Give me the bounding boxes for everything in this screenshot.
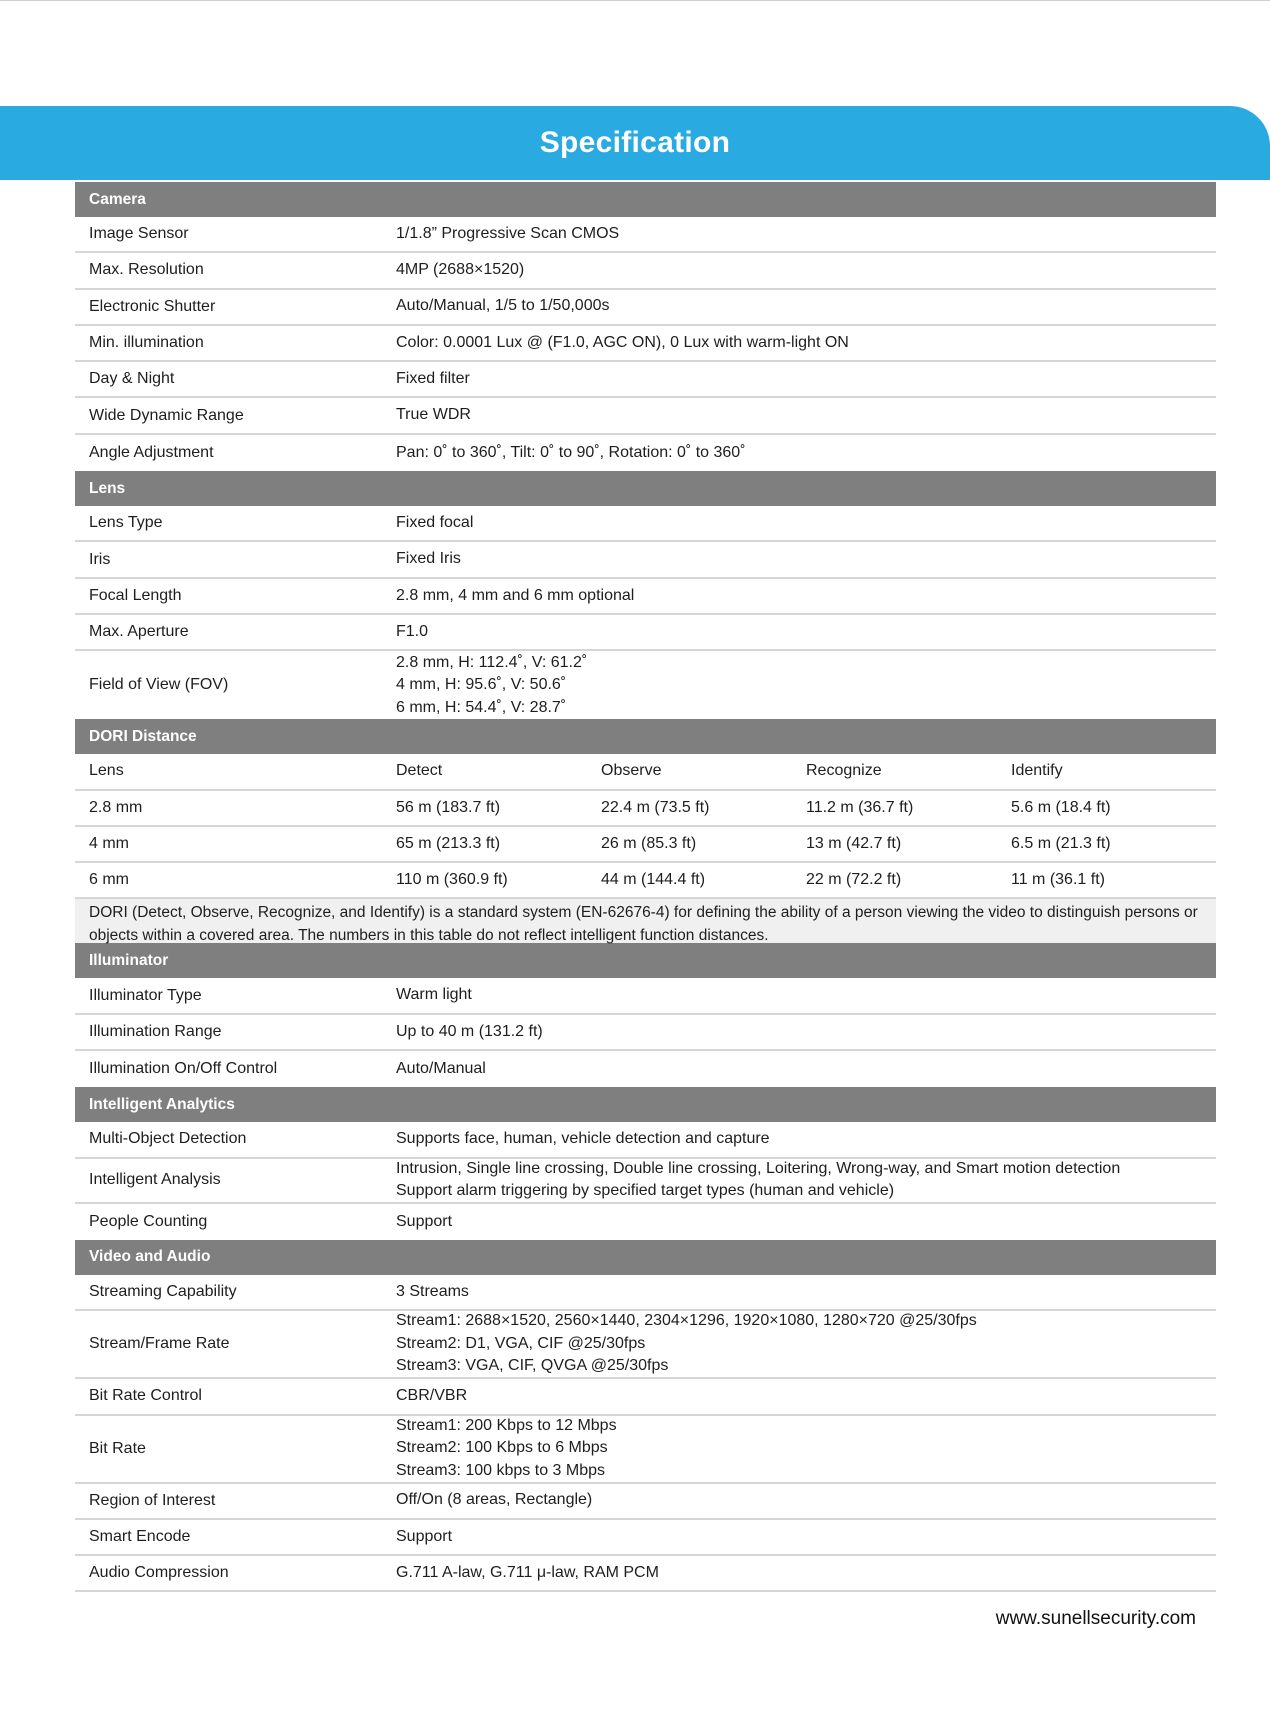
spec-label: Region of Interest [89, 1491, 216, 1509]
dori-header-cell: Observe [601, 762, 662, 780]
spec-label: Focal Length [89, 586, 182, 604]
spec-label: Min. illumination [89, 334, 204, 352]
dori-cell: 65 m (213.3 ft) [396, 835, 501, 852]
spec-row [75, 1015, 1216, 1051]
dori-cell: 2.8 mm [89, 798, 143, 816]
spec-row [75, 651, 1216, 719]
spec-value [396, 652, 1216, 720]
spec-value: 4MP (2688×1520) [396, 261, 525, 279]
dori-cell: 44 m (144.4 ft) [601, 871, 706, 889]
spec-label: Illumination On/Off Control [89, 1060, 278, 1078]
spec-label: Angle Adjustment [89, 443, 214, 461]
section-header-illuminator: Illuminator [75, 943, 1216, 978]
spec-label: Multi-Object Detection [89, 1130, 247, 1148]
spec-value: CBR/VBR [396, 1387, 468, 1405]
spec-label: Smart Encode [89, 1527, 191, 1545]
value-line: Stream1: 2688×1520, 2560×1440, 2304×1296, 1920×1080, 1280×720 @25/30fps [396, 1312, 977, 1330]
spec-row [75, 1122, 1216, 1158]
spec-row [75, 435, 1216, 471]
spec-row [75, 542, 1216, 578]
value-line: 4 mm, H: 95.6˚, V: 50.6˚ [396, 676, 567, 694]
spec-value [396, 1310, 1216, 1378]
dori-cell: 56 m (183.7 ft) [396, 798, 501, 816]
spec-label: Bit Rate Control [89, 1387, 202, 1405]
spec-label: Day & Night [89, 370, 175, 388]
spec-label: Stream/Frame Rate [89, 1335, 230, 1353]
spec-label: Illuminator Type [89, 986, 202, 1004]
spec-row [75, 1556, 1216, 1592]
spec-row [75, 615, 1216, 651]
spec-label: Illumination Range [89, 1022, 222, 1040]
spec-label: Iris [89, 550, 111, 568]
spec-label: Max. Aperture [89, 623, 189, 641]
section-header-video: Video and Audio [75, 1240, 1216, 1275]
spec-row [75, 290, 1216, 326]
spec-label: Field of View (FOV) [89, 676, 229, 694]
dori-cell: 11.2 m (36.7 ft) [806, 798, 914, 816]
spec-value: F1.0 [396, 622, 429, 640]
spec-value: Up to 40 m (131.2 ft) [396, 1022, 543, 1040]
spec-value: True WDR [396, 406, 471, 424]
spec-value: Fixed focal [396, 513, 474, 531]
dori-note: DORI (Detect, Observe, Recognize, and Identify) is a standard system (EN-62676-4) for defining the ability of a person viewing the video to distinguish persons or objects within a covered area. The numbers in this table do not reflect intelligent function distances. [75, 899, 1216, 943]
spec-value: Off/On (8 areas, Rectangle) [396, 1491, 593, 1509]
value-line: Intrusion, Single line crossing, Double line crossing, Loitering, Wrong-way, and Smart motion detection [396, 1159, 1121, 1177]
value-line: 2.8 mm, H: 112.4˚, V: 61.2˚ [396, 653, 588, 671]
spec-row [75, 253, 1216, 289]
dori-cell: 22 m (72.2 ft) [806, 871, 902, 889]
spec-label: Wide Dynamic Range [89, 406, 244, 424]
spec-value: Support [396, 1527, 453, 1545]
spec-row [75, 1416, 1216, 1484]
spec-label: People Counting [89, 1212, 208, 1230]
spec-value: Fixed filter [396, 370, 470, 388]
spec-value: 2.8 mm, 4 mm and 6 mm optional [396, 586, 635, 604]
dori-cell: 11 m (36.1 ft) [1011, 871, 1105, 889]
spec-value: Auto/Manual, 1/5 to 1/50,000s [396, 297, 610, 315]
spec-row [75, 506, 1216, 542]
dori-cell: 4 mm [89, 835, 129, 852]
value-line: Stream3: 100 kbps to 3 Mbps [396, 1461, 605, 1479]
dori-cell: 6.5 m (21.3 ft) [1011, 835, 1111, 852]
spec-row [75, 326, 1216, 362]
value-line: Support alarm triggering by specified target types (human and vehicle) [396, 1182, 895, 1200]
dori-row [75, 827, 1216, 863]
spec-row [75, 1379, 1216, 1415]
spec-row [75, 978, 1216, 1014]
page-title: Specification [539, 126, 731, 159]
dori-cell: 6 mm [89, 871, 129, 889]
dori-header-cell: Lens [89, 762, 124, 780]
spec-value: Color: 0.0001 Lux @ (F1.0, AGC ON), 0 Lux with warm-light ON [396, 333, 849, 351]
dori-header-cell: Recognize [806, 762, 882, 780]
specification-table [75, 182, 1216, 1592]
value-line: Stream2: D1, VGA, CIF @25/30fps [396, 1334, 646, 1352]
dori-row [75, 863, 1216, 899]
spec-label: Intelligent Analysis [89, 1171, 221, 1189]
top-divider [0, 0, 1270, 1]
spec-row [75, 1159, 1216, 1204]
spec-label: Bit Rate [89, 1439, 146, 1457]
spec-value: Fixed Iris [396, 550, 461, 568]
value-line: Stream2: 100 Kbps to 6 Mbps [396, 1439, 608, 1457]
dori-row [75, 791, 1216, 827]
dori-cell: 110 m (360.9 ft) [396, 871, 508, 889]
section-header-dori: DORI Distance [75, 719, 1216, 754]
dori-header-cell: Identify [1011, 762, 1063, 780]
spec-value: Support [396, 1212, 453, 1230]
dori-cell: 13 m (42.7 ft) [806, 835, 902, 852]
spec-row [75, 1275, 1216, 1311]
spec-value: Auto/Manual [396, 1059, 486, 1077]
spec-row [75, 1051, 1216, 1087]
spec-row [75, 579, 1216, 615]
spec-row [75, 1520, 1216, 1556]
spec-label: Audio Compression [89, 1564, 229, 1582]
dori-cell: 26 m (85.3 ft) [601, 835, 697, 852]
dori-cell: 5.6 m (18.4 ft) [1011, 798, 1111, 816]
dori-header-row [75, 754, 1216, 790]
spec-row [75, 1484, 1216, 1520]
spec-value [396, 1415, 1216, 1483]
spec-value: Pan: 0˚ to 360˚, Tilt: 0˚ to 90˚, Rotation: 0˚ to 360˚ [396, 443, 746, 461]
spec-label: Max. Resolution [89, 261, 204, 279]
value-line: Stream3: VGA, CIF, QVGA @25/30fps [396, 1357, 669, 1375]
website-url: www.sunellsecurity.com [995, 1608, 1196, 1629]
value-line: 6 mm, H: 54.4˚, V: 28.7˚ [396, 698, 567, 716]
spec-label: Image Sensor [89, 225, 189, 243]
spec-value: G.711 A-law, G.711 μ-law, RAM PCM [396, 1564, 659, 1582]
dori-cell: 22.4 m (73.5 ft) [601, 798, 710, 816]
spec-value: 3 Streams [396, 1282, 469, 1300]
spec-value: Supports face, human, vehicle detection and capture [396, 1130, 770, 1148]
spec-row [75, 1204, 1216, 1240]
spec-value: Warm light [396, 986, 472, 1004]
spec-value [396, 1158, 1216, 1203]
spec-label: Lens Type [89, 514, 163, 532]
section-header-analytics: Intelligent Analytics [75, 1087, 1216, 1122]
dori-header-cell: Detect [396, 762, 443, 780]
value-line: Stream1: 200 Kbps to 12 Mbps [396, 1416, 617, 1434]
section-header-camera: Camera [75, 182, 1216, 217]
spec-label: Electronic Shutter [89, 297, 216, 315]
spec-row [75, 1311, 1216, 1379]
spec-row [75, 217, 1216, 253]
title-banner [0, 106, 1270, 180]
spec-row [75, 362, 1216, 398]
spec-row [75, 398, 1216, 434]
spec-value: 1/1.8” Progressive Scan CMOS [396, 224, 620, 242]
spec-label: Streaming Capability [89, 1283, 237, 1301]
section-header-lens: Lens [75, 471, 1216, 506]
